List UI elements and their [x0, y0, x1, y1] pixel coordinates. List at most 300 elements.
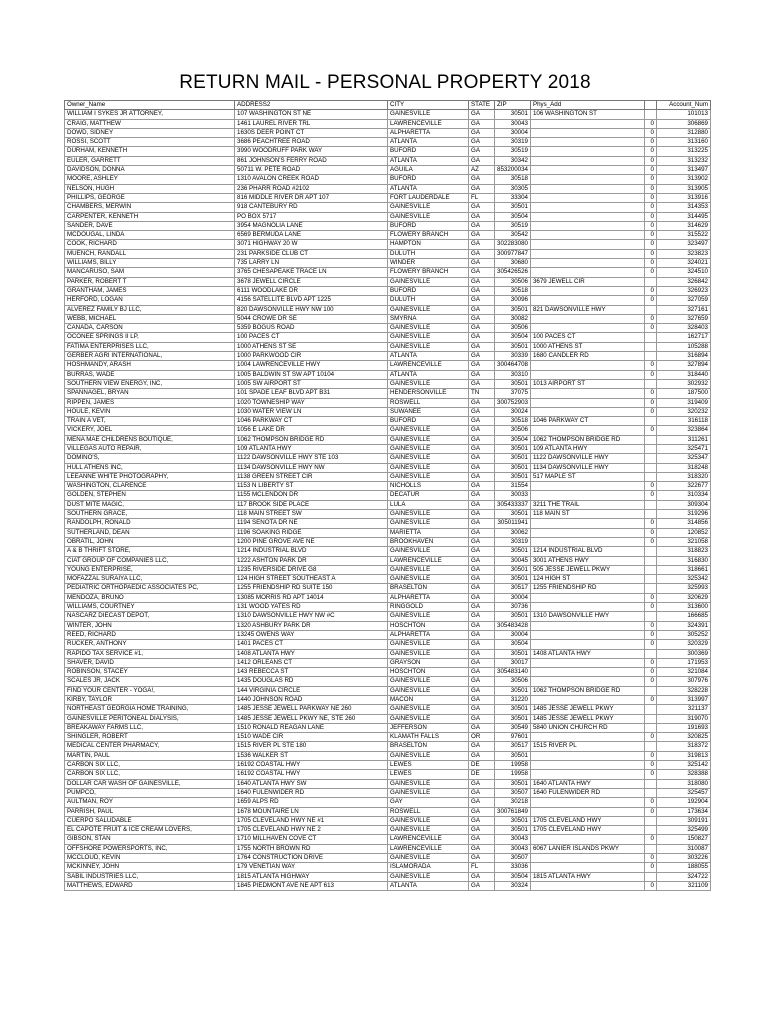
phys-add-cell: [530, 314, 644, 323]
city-cell: BROOKHAVEN: [388, 537, 469, 546]
flag-cell: 0: [644, 593, 656, 602]
state-cell: GA: [469, 881, 495, 890]
city-cell: WINDER: [388, 259, 469, 268]
address-cell: 50711 W. PETE ROAD: [235, 166, 388, 175]
table-row: [65, 640, 711, 649]
owner-name-cell: PEDIATRIC ORTHOPAEDIC ASSOCIATES PC,: [65, 584, 235, 593]
city-cell: GAINESVILLE: [388, 854, 469, 863]
state-cell: GA: [469, 714, 495, 723]
address-cell: 1640 FULENWIDER RD: [235, 788, 388, 797]
table-row: [65, 519, 711, 528]
account-num-cell: 318440: [656, 370, 710, 379]
flag-cell: 0: [644, 324, 656, 333]
account-num-cell: 313232: [656, 156, 710, 165]
phys-add-cell: [530, 593, 644, 602]
flag-cell: 0: [644, 658, 656, 667]
zip-cell: 30501: [495, 714, 531, 723]
owner-name-cell: DOLLAR CAR WASH OF GAINESVILLE,: [65, 779, 235, 788]
address-cell: 735 LARRY LN: [235, 259, 388, 268]
account-num-cell: 313916: [656, 193, 710, 202]
zip-cell: 30501: [495, 705, 531, 714]
phys-add-cell: 1013 AIRPORT ST: [530, 379, 644, 388]
account-num-cell: 328388: [656, 770, 710, 779]
owner-name-cell: GERBER AGRI INTERNATIONAL,: [65, 352, 235, 361]
city-cell: DULUTH: [388, 249, 469, 258]
table-row: [65, 835, 711, 844]
zip-cell: 30504: [495, 640, 531, 649]
city-cell: ROSWELL: [388, 398, 469, 407]
phys-add-cell: [530, 231, 644, 240]
zip-cell: 30506: [495, 677, 531, 686]
flag-cell: [644, 342, 656, 351]
state-cell: GA: [469, 826, 495, 835]
phys-add-cell: 1640 ATLANTA HWY: [530, 779, 644, 788]
phys-add-cell: [530, 537, 644, 546]
phys-add-cell: [530, 835, 644, 844]
phys-add-cell: 1640 FULENWIDER RD: [530, 788, 644, 797]
flag-cell: 0: [644, 314, 656, 323]
state-cell: GA: [469, 556, 495, 565]
flag-cell: [644, 826, 656, 835]
owner-name-cell: MEDICAL CENTER PHARMACY,: [65, 742, 235, 751]
owner-name-cell: SUTHERLAND, DEAN: [65, 528, 235, 537]
table-row: [65, 779, 711, 788]
table-row: [65, 128, 711, 137]
phys-add-cell: 821 DAWSONVILLE HWY: [530, 305, 644, 314]
city-cell: BRASELTON: [388, 742, 469, 751]
zip-cell: 30339: [495, 352, 531, 361]
owner-name-cell: PUMPCO,: [65, 788, 235, 797]
zip-cell: 97601: [495, 733, 531, 742]
address-cell: 143 REBECCA ST: [235, 668, 388, 677]
zip-cell: 30017: [495, 658, 531, 667]
address-cell: 1005 SW AIRPORT ST: [235, 379, 388, 388]
city-cell: GAINESVILLE: [388, 565, 469, 574]
flag-cell: [644, 500, 656, 509]
account-num-cell: 320629: [656, 593, 710, 602]
phys-add-cell: [530, 761, 644, 770]
phys-add-cell: 6067 LANIER ISLANDS PKWY: [530, 844, 644, 853]
address-cell: 1659 ALPS RD: [235, 798, 388, 807]
phys-add-cell: [530, 733, 644, 742]
address-cell: 1515 RIVER PL STE 180: [235, 742, 388, 751]
table-row: [65, 472, 711, 481]
zip-cell: 30501: [495, 110, 531, 119]
zip-cell: 30501: [495, 342, 531, 351]
flag-cell: [644, 454, 656, 463]
state-cell: GA: [469, 816, 495, 825]
city-cell: GAINESVILLE: [388, 575, 469, 584]
address-cell: 1004 LAWRENCEVILLE HWY: [235, 361, 388, 370]
zip-cell: 30043: [495, 844, 531, 853]
phys-add-cell: [530, 630, 644, 639]
phys-add-cell: [530, 640, 644, 649]
table-row: [65, 714, 711, 723]
table-row: [65, 621, 711, 630]
zip-cell: 30506: [495, 277, 531, 286]
phys-add-cell: [530, 798, 644, 807]
table-row: [65, 826, 711, 835]
owner-name-cell: KIRBY, TAYLOR: [65, 696, 235, 705]
table-row: [65, 324, 711, 333]
owner-name-cell: REED, RICHARD: [65, 630, 235, 639]
address-cell: 117 BROOK SIDE PLACE: [235, 500, 388, 509]
table-row: [65, 333, 711, 342]
zip-cell: 30082: [495, 314, 531, 323]
flag-cell: 0: [644, 807, 656, 816]
state-cell: GA: [469, 156, 495, 165]
owner-name-cell: CARPENTER, KENNETH: [65, 212, 235, 221]
phys-add-cell: [530, 863, 644, 872]
phys-add-cell: 100 PACES CT: [530, 333, 644, 342]
owner-name-cell: LEEANNE WHITE PHOTOGRAPHY,: [65, 472, 235, 481]
zip-cell: 30501: [495, 686, 531, 695]
table-row: [65, 482, 711, 491]
state-cell: GA: [469, 119, 495, 128]
flag-cell: [644, 444, 656, 453]
flag-cell: 0: [644, 770, 656, 779]
flag-cell: 0: [644, 156, 656, 165]
flag-cell: 0: [644, 854, 656, 863]
owner-name-cell: COOK, RICHARD: [65, 240, 235, 249]
table-row: [65, 593, 711, 602]
owner-name-cell: SPANNAGEL, BRYAN: [65, 389, 235, 398]
zip-cell: 305433337: [495, 500, 531, 509]
flag-cell: 0: [644, 881, 656, 890]
state-cell: GA: [469, 593, 495, 602]
owner-name-cell: OBRATIL, JOHN: [65, 537, 235, 546]
state-cell: GA: [469, 686, 495, 695]
owner-name-cell: CHAMBERS, MERWIN: [65, 203, 235, 212]
account-num-cell: 310334: [656, 491, 710, 500]
address-cell: 6111 WOODLAKE DR: [235, 286, 388, 295]
owner-name-cell: WASHINGTON, CLARENCE: [65, 482, 235, 491]
phys-add-cell: [530, 259, 644, 268]
state-cell: GA: [469, 668, 495, 677]
table-row: [65, 119, 711, 128]
flag-cell: [644, 705, 656, 714]
address-cell: 101 SPADE LEAF BLVD APT B31: [235, 389, 388, 398]
owner-name-cell: BURRAS, WADE: [65, 370, 235, 379]
phys-add-cell: [530, 370, 644, 379]
city-cell: BUFORD: [388, 147, 469, 156]
owner-name-cell: VILLEGAS AUTO REPAIR,: [65, 444, 235, 453]
city-cell: ATLANTA: [388, 184, 469, 193]
state-cell: GA: [469, 407, 495, 416]
state-cell: GA: [469, 361, 495, 370]
table-row: [65, 268, 711, 277]
account-num-cell: 318823: [656, 547, 710, 556]
owner-name-cell: MENA MAE CHILDRENS BOUTIQUE,: [65, 435, 235, 444]
owner-name-cell: PHILLIPS, GEORGE: [65, 193, 235, 202]
state-cell: GA: [469, 528, 495, 537]
address-cell: 5044 CROWE DR SE: [235, 314, 388, 323]
flag-cell: [644, 649, 656, 658]
address-cell: 1196 SOAKING RIDGE: [235, 528, 388, 537]
zip-cell: 30501: [495, 203, 531, 212]
flag-cell: 0: [644, 751, 656, 760]
phys-add-cell: [530, 770, 644, 779]
phys-add-cell: [530, 491, 644, 500]
zip-cell: 305483428: [495, 621, 531, 630]
account-num-cell: 319409: [656, 398, 710, 407]
state-cell: GA: [469, 705, 495, 714]
city-cell: ATLANTA: [388, 881, 469, 890]
owner-name-cell: CANADA, CARSON: [65, 324, 235, 333]
city-cell: GAINESVILLE: [388, 705, 469, 714]
flag-cell: [644, 510, 656, 519]
zip-cell: 33304: [495, 193, 531, 202]
address-cell: 1310 AVALON CREEK ROAD: [235, 175, 388, 184]
city-cell: LAWRENCEVILLE: [388, 119, 469, 128]
owner-name-cell: HULL ATHENS INC,: [65, 463, 235, 472]
city-cell: NICHOLLS: [388, 482, 469, 491]
phys-add-cell: 1046 PARKWAY CT: [530, 417, 644, 426]
zip-cell: 30507: [495, 788, 531, 797]
zip-cell: 30310: [495, 370, 531, 379]
owner-name-cell: SOUTHERN GRACE,: [65, 510, 235, 519]
address-cell: 6569 BERMUDA LANE: [235, 231, 388, 240]
account-num-cell: 316118: [656, 417, 710, 426]
table-row: [65, 454, 711, 463]
state-cell: GA: [469, 110, 495, 119]
flag-cell: 0: [644, 221, 656, 230]
state-cell: GA: [469, 454, 495, 463]
zip-cell: 300752903: [495, 398, 531, 407]
phys-add-cell: [530, 147, 644, 156]
table-row: [65, 547, 711, 556]
state-cell: GA: [469, 788, 495, 797]
phys-add-cell: [530, 677, 644, 686]
zip-cell: 30504: [495, 435, 531, 444]
table-row: [65, 770, 711, 779]
flag-cell: 0: [644, 389, 656, 398]
table-row: [65, 584, 711, 593]
table-row: [65, 110, 711, 119]
flag-cell: [644, 305, 656, 314]
zip-cell: 300977847: [495, 249, 531, 258]
zip-cell: 30319: [495, 138, 531, 147]
table-row: [65, 881, 711, 890]
table-row: [65, 175, 711, 184]
state-cell: FL: [469, 863, 495, 872]
account-num-cell: 325457: [656, 788, 710, 797]
owner-name-cell: OCONEE SPRINGS II LP,: [65, 333, 235, 342]
address-cell: 861 JOHNSON'S FERRY ROAD: [235, 156, 388, 165]
owner-name-cell: BREAKAWAY FARMS LLC,: [65, 723, 235, 732]
address-cell: 1200 PINE GROVE AVE NE: [235, 537, 388, 546]
owner-name-cell: GRANTHAM, JAMES: [65, 286, 235, 295]
flag-cell: 0: [644, 491, 656, 500]
state-cell: GA: [469, 240, 495, 249]
phys-add-cell: [530, 156, 644, 165]
state-cell: GA: [469, 463, 495, 472]
zip-cell: 30501: [495, 547, 531, 556]
address-cell: 1000 PARKWOOD CIR: [235, 352, 388, 361]
table-row: [65, 668, 711, 677]
table-row: [65, 249, 711, 258]
account-num-cell: 318080: [656, 779, 710, 788]
owner-name-cell: CARBON SIX LLC,: [65, 761, 235, 770]
owner-name-cell: EULER, GARRETT: [65, 156, 235, 165]
flag-cell: 0: [644, 286, 656, 295]
state-cell: GA: [469, 268, 495, 277]
phys-add-cell: 3679 JEWELL CIR: [530, 277, 644, 286]
header-address2: ADDRESS2: [235, 101, 388, 110]
zip-cell: 305426526: [495, 268, 531, 277]
table-row: [65, 528, 711, 537]
phys-add-cell: 1214 INDUSTRIAL BLVD: [530, 547, 644, 556]
account-num-cell: 191693: [656, 723, 710, 732]
owner-name-cell: WEBB, MICHAEL: [65, 314, 235, 323]
city-cell: LAWRENCEVILLE: [388, 556, 469, 565]
owner-name-cell: DOMINO'S,: [65, 454, 235, 463]
owner-name-cell: CIAT GROUP OF COMPANIES LLC,: [65, 556, 235, 565]
state-cell: GA: [469, 417, 495, 426]
account-num-cell: 318372: [656, 742, 710, 751]
state-cell: GA: [469, 342, 495, 351]
zip-cell: 30045: [495, 556, 531, 565]
owner-name-cell: RIPPEN, JAMES: [65, 398, 235, 407]
phys-add-cell: [530, 128, 644, 137]
phys-add-cell: 118 MAIN ST: [530, 510, 644, 519]
state-cell: TN: [469, 389, 495, 398]
flag-cell: [644, 110, 656, 119]
account-num-cell: 324722: [656, 872, 710, 881]
flag-cell: [644, 463, 656, 472]
table-row: [65, 361, 711, 370]
state-cell: GA: [469, 779, 495, 788]
header-phys-add: Phys_Add: [530, 101, 644, 110]
state-cell: DE: [469, 770, 495, 779]
address-cell: 16192 COASTAL HWY: [235, 770, 388, 779]
account-num-cell: 327894: [656, 361, 710, 370]
city-cell: LAWRENCEVILLE: [388, 835, 469, 844]
owner-name-cell: TRAIN A VET,: [65, 417, 235, 426]
table-row: [65, 863, 711, 872]
table-row: [65, 537, 711, 546]
city-cell: GAINESVILLE: [388, 212, 469, 221]
account-num-cell: 323497: [656, 240, 710, 249]
phys-add-cell: 1062 THOMPSON BRIDGE RD: [530, 435, 644, 444]
account-num-cell: 325342: [656, 575, 710, 584]
owner-name-cell: MANCARUSO, SAM: [65, 268, 235, 277]
flag-cell: [644, 723, 656, 732]
address-cell: 1310 DAWSONVILLE HWY NW #C: [235, 612, 388, 621]
account-num-cell: 328228: [656, 686, 710, 695]
address-cell: 1235 RIVERSIDE DRIVE G8: [235, 565, 388, 574]
state-cell: GA: [469, 500, 495, 509]
zip-cell: 30542: [495, 231, 531, 240]
zip-cell: 30501: [495, 454, 531, 463]
phys-add-cell: [530, 881, 644, 890]
city-cell: GAINESVILLE: [388, 463, 469, 472]
city-cell: LAWRENCEVILLE: [388, 844, 469, 853]
table-row: [65, 733, 711, 742]
owner-name-cell: MUENCH, RANDALL: [65, 249, 235, 258]
city-cell: BUFORD: [388, 221, 469, 230]
account-num-cell: 101013: [656, 110, 710, 119]
account-num-cell: 315522: [656, 231, 710, 240]
account-num-cell: 320329: [656, 640, 710, 649]
address-cell: 100 PACES CT: [235, 333, 388, 342]
phys-add-cell: 1815 ATLANTA HWY: [530, 872, 644, 881]
zip-cell: 30518: [495, 175, 531, 184]
state-cell: GA: [469, 565, 495, 574]
flag-cell: 0: [644, 296, 656, 305]
city-cell: GAINESVILLE: [388, 426, 469, 435]
state-cell: GA: [469, 649, 495, 658]
city-cell: SUWANEE: [388, 407, 469, 416]
city-cell: BUFORD: [388, 175, 469, 184]
zip-cell: 30004: [495, 630, 531, 639]
phys-add-cell: [530, 296, 644, 305]
account-num-cell: 319296: [656, 510, 710, 519]
flag-cell: 0: [644, 630, 656, 639]
address-cell: 1194 SENOTA DR NE: [235, 519, 388, 528]
address-cell: 1005 BALDWIN ST SW APT 10104: [235, 370, 388, 379]
city-cell: GAINESVILLE: [388, 779, 469, 788]
phys-add-cell: 1705 CLEVELAND HWY: [530, 816, 644, 825]
account-num-cell: 318320: [656, 472, 710, 481]
state-cell: GA: [469, 807, 495, 816]
state-cell: GA: [469, 696, 495, 705]
state-cell: GA: [469, 872, 495, 881]
address-cell: 107 WASHINGTON ST NE: [235, 110, 388, 119]
table-row: [65, 603, 711, 612]
account-num-cell: 150827: [656, 835, 710, 844]
phys-add-cell: [530, 389, 644, 398]
city-cell: BRASELTON: [388, 584, 469, 593]
state-cell: GA: [469, 537, 495, 546]
owner-name-cell: ROSSI, SCOTT: [65, 138, 235, 147]
phys-add-cell: [530, 166, 644, 175]
flag-cell: 0: [644, 621, 656, 630]
state-cell: GA: [469, 435, 495, 444]
address-cell: 1134 DAWSONVILLE HWY NW: [235, 463, 388, 472]
account-num-cell: 300369: [656, 649, 710, 658]
table-row: [65, 696, 711, 705]
account-num-cell: 327059: [656, 296, 710, 305]
phys-add-cell: [530, 407, 644, 416]
city-cell: GAINESVILLE: [388, 612, 469, 621]
address-cell: 1440 JOHNSON ROAD: [235, 696, 388, 705]
address-cell: 1678 MOUNTAIRE LN: [235, 807, 388, 816]
address-cell: 820 DAWSONVILLE HWY NW 100: [235, 305, 388, 314]
phys-add-cell: [530, 138, 644, 147]
phys-add-cell: [530, 658, 644, 667]
zip-cell: 305483140: [495, 668, 531, 677]
account-num-cell: 166685: [656, 612, 710, 621]
account-num-cell: 309304: [656, 500, 710, 509]
flag-cell: [644, 816, 656, 825]
city-cell: GAINESVILLE: [388, 333, 469, 342]
state-cell: GA: [469, 612, 495, 621]
table-row: [65, 500, 711, 509]
address-cell: 1255 FRIENDSHIP RD SUITE 150: [235, 584, 388, 593]
city-cell: GAINESVILLE: [388, 872, 469, 881]
phys-add-cell: [530, 212, 644, 221]
table-row: [65, 240, 711, 249]
table-row: [65, 612, 711, 621]
table-row: [65, 807, 711, 816]
account-num-cell: 325471: [656, 444, 710, 453]
city-cell: ATLANTA: [388, 156, 469, 165]
owner-name-cell: HOSHMANDY, ARASH: [65, 361, 235, 370]
account-num-cell: 313600: [656, 603, 710, 612]
owner-name-cell: ALVEREZ FAMILY BJ LLC,: [65, 305, 235, 314]
flag-cell: [644, 547, 656, 556]
